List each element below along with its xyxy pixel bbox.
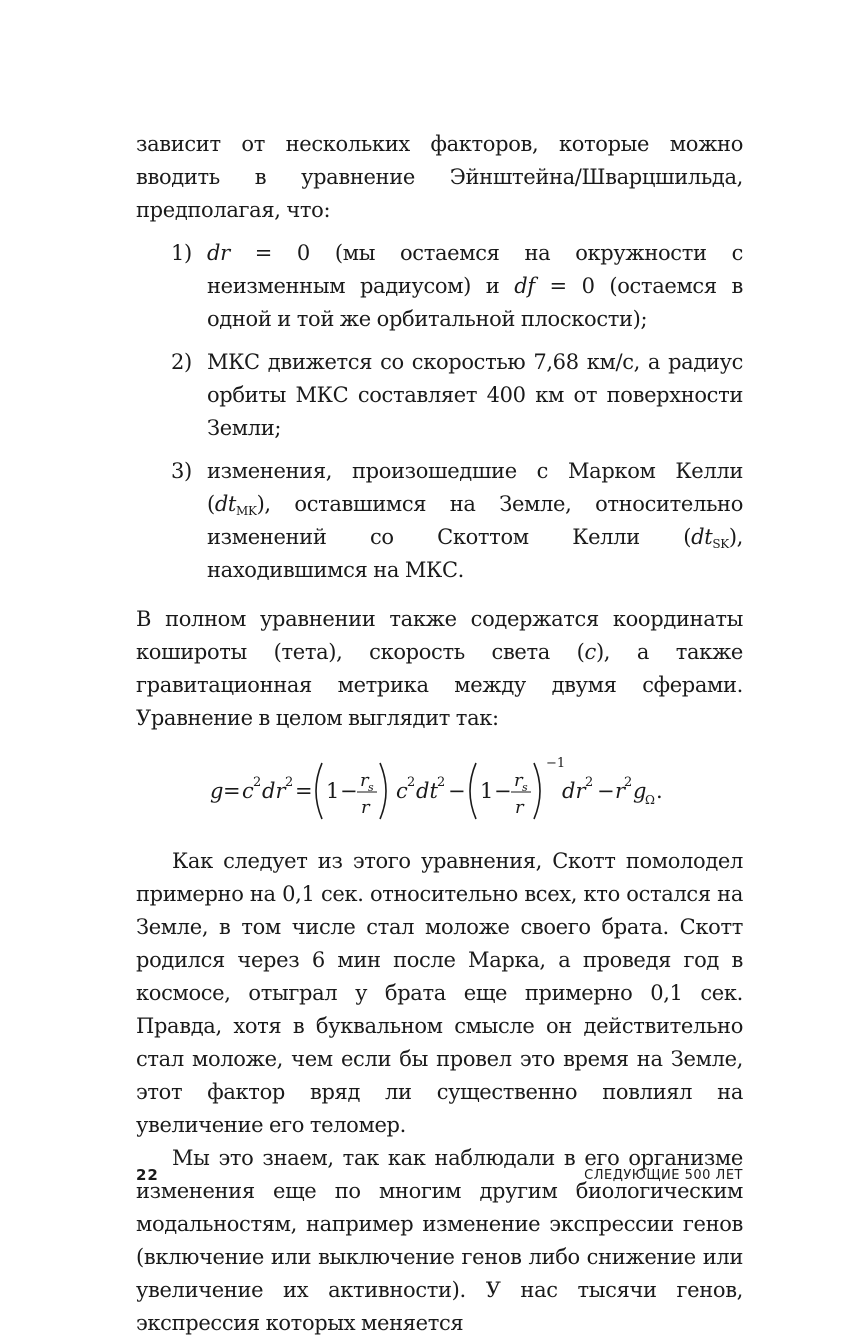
eq-exp: 2: [436, 775, 445, 790]
page-number: 22: [136, 1166, 159, 1184]
eq-exp: 2: [406, 775, 415, 790]
paragraph-intro: зависит от нескольких факторов, которые можно вводить в уравнение Эйнштейна/Шварцшильда, предполагая, что:: [136, 132, 743, 222]
eq-sub-s: s: [367, 781, 374, 794]
eq-one: 1: [325, 779, 339, 803]
list-item-text: ), находившимся на МКС.: [207, 525, 743, 582]
eq-g: g: [209, 779, 223, 803]
eq-g: g: [632, 779, 646, 803]
eq-dt: dt: [415, 779, 438, 803]
subscript-sk: SK: [712, 537, 729, 551]
eq-r: r: [514, 797, 524, 818]
eq-r: r: [359, 770, 369, 791]
var-c: c: [584, 640, 596, 664]
subscript-mk: MK: [236, 504, 257, 518]
list-item: [136, 346, 743, 445]
eq-minus: −: [447, 779, 466, 803]
page-footer: [136, 1166, 743, 1186]
list-item-text: = 0 (мы остаемся на окружности с неизменным радиусом) и: [207, 241, 743, 298]
paragraph-equation-intro: В полном уравнении также содержатся координаты кошироты (тета), скорость света (c), а также гравитационная метрика между двумя сферами. Уравнение в целом выглядит так:: [136, 607, 744, 730]
var-df: df: [514, 274, 535, 298]
list-item-text: ), оставшимся на Земле, относительно изменений со Скоттом Келли (: [207, 492, 743, 549]
metric-equation: [136, 753, 743, 829]
eq-one: 1: [479, 779, 493, 803]
eq-r: r: [360, 797, 370, 818]
right-paren-1: [380, 763, 386, 819]
eq-c: c: [241, 779, 254, 803]
list-item: [136, 455, 743, 587]
eq-r: r: [513, 770, 523, 791]
list-item-number: 1): [171, 241, 192, 265]
eq-period: .: [655, 779, 663, 803]
eq-sub-omega: Ω: [644, 793, 655, 807]
paragraph-result: Как следует из этого уравнения, Скотт помолодел примерно на 0,1 сек. относительно всех, кто остался на Земле, в том числе стал моложе своего брата. Скотт родился через 6 мин после Марка, а проведя год в космосе, отыграл у брата еще примерно 0,1 сек. Правда, хотя в буквальном смысле он действительно стал моложе, чем если бы провел это время на Земле, этот фактор вряд ли существенно повлиял на увеличение его теломер.: [136, 849, 743, 1137]
paragraph-gene-expression: Мы это знаем, так как наблюдали в его организме изменения еще по многим другим биологическим модальностям, например изменение экспрессии генов (включение или выключение генов либо снижение или увеличение их активности). У нас тысячи генов, экспрессия которых меняется: [136, 1146, 743, 1335]
eq-equals: =: [222, 779, 241, 803]
eq-equals: =: [294, 779, 313, 803]
left-paren-2: [470, 763, 476, 819]
page-content: [136, 128, 743, 1340]
list-item-number: 3): [171, 459, 192, 483]
eq-dr: dr: [261, 779, 285, 803]
eq-exp: 2: [584, 775, 593, 790]
conditions-list: [136, 237, 743, 587]
eq-dr: dr: [561, 779, 585, 803]
list-item-text: = 0 (остаемся в одной и той же орбитальной плоскости);: [207, 274, 743, 331]
eq-minus: −: [339, 779, 358, 803]
var-dt: dt: [691, 525, 713, 549]
running-title: СЛЕДУЮЩИЕ 500 ЛЕТ: [584, 1168, 743, 1183]
list-item: [136, 237, 743, 336]
eq-c: c: [395, 779, 408, 803]
eq-minus: −: [596, 779, 615, 803]
var-dr: dr: [207, 241, 230, 265]
eq-r: r: [614, 779, 625, 803]
eq-exp-neg-one: −1: [545, 756, 565, 771]
left-paren-1: [316, 763, 322, 819]
list-item-text: изменения, произошедшие с Марком Келли (: [207, 459, 743, 516]
eq-exp: 2: [252, 775, 261, 790]
right-paren-2: [534, 763, 540, 819]
list-item-text: МКС движется со скоростью 7,68 км/с, а радиус орбиты МКС составляет 400 км от поверхности Земли;: [207, 350, 743, 440]
list-item-number: 2): [171, 350, 192, 374]
eq-exp: 2: [284, 775, 293, 790]
equation-svg: [210, 753, 670, 829]
eq-minus: −: [493, 779, 512, 803]
var-dt: dt: [214, 492, 237, 516]
eq-sub-s: s: [521, 781, 528, 794]
eq-exp: 2: [623, 775, 632, 790]
